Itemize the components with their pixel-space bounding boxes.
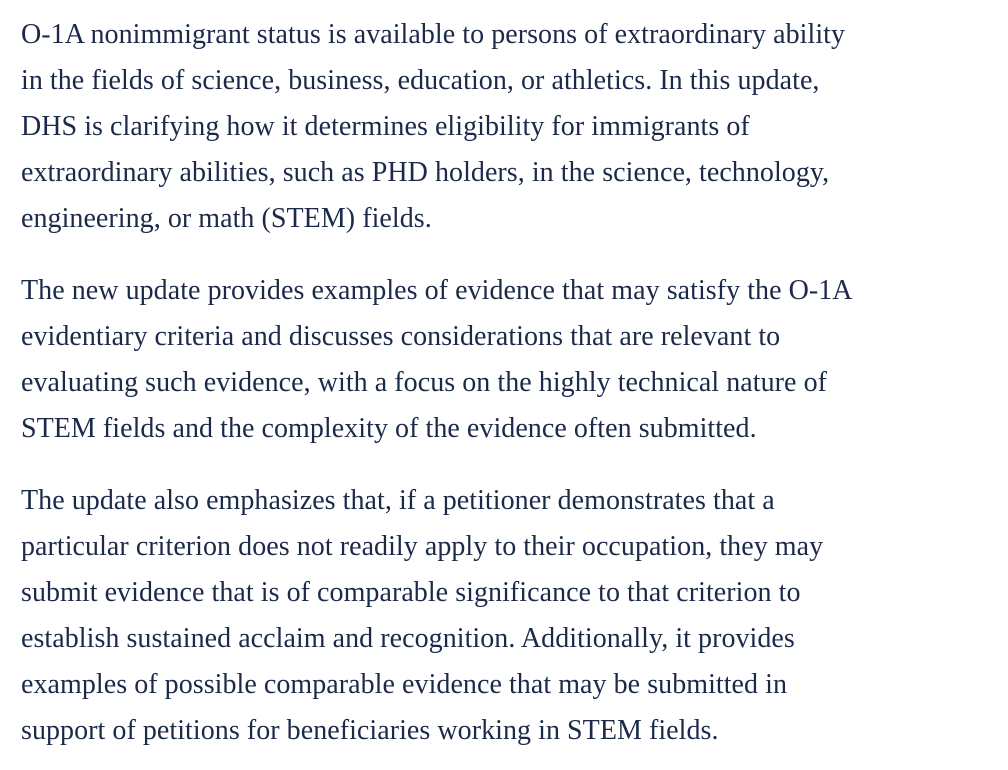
text-line: O-1A nonimmigrant status is available to persons of extraordinary ability <box>21 19 846 50</box>
paragraph-evidence-examples <box>21 268 1008 452</box>
paragraph-o1a-overview <box>21 12 1008 242</box>
text-line: particular criterion does not readily apply to their occupation, they may <box>21 531 824 562</box>
text-line: submit evidence that is of comparable significance to that criterion to <box>21 577 801 608</box>
text-line: support of petitions for beneficiaries working in STEM fields. <box>21 715 719 746</box>
text-line: engineering, or math (STEM) fields. <box>21 203 432 234</box>
text-line: extraordinary abilities, such as PHD holders, in the science, technology, <box>21 157 830 188</box>
text-line: The update also emphasizes that, if a petitioner demonstrates that a <box>21 485 775 516</box>
text-line: evidentiary criteria and discusses considerations that are relevant to <box>21 321 781 352</box>
text-line: evaluating such evidence, with a focus on the highly technical nature of <box>21 367 827 398</box>
text-line: STEM fields and the complexity of the evidence often submitted. <box>21 413 757 444</box>
text-line: in the fields of science, business, education, or athletics. In this update, <box>21 65 820 96</box>
text-line: establish sustained acclaim and recognition. Additionally, it provides <box>21 623 795 654</box>
text-line: DHS is clarifying how it determines eligibility for immigrants of <box>21 111 750 142</box>
text-line: The new update provides examples of evidence that may satisfy the O-1A <box>21 275 853 306</box>
text-line: examples of possible comparable evidence that may be submitted in <box>21 669 788 700</box>
paragraph-comparable-evidence <box>21 478 1008 754</box>
